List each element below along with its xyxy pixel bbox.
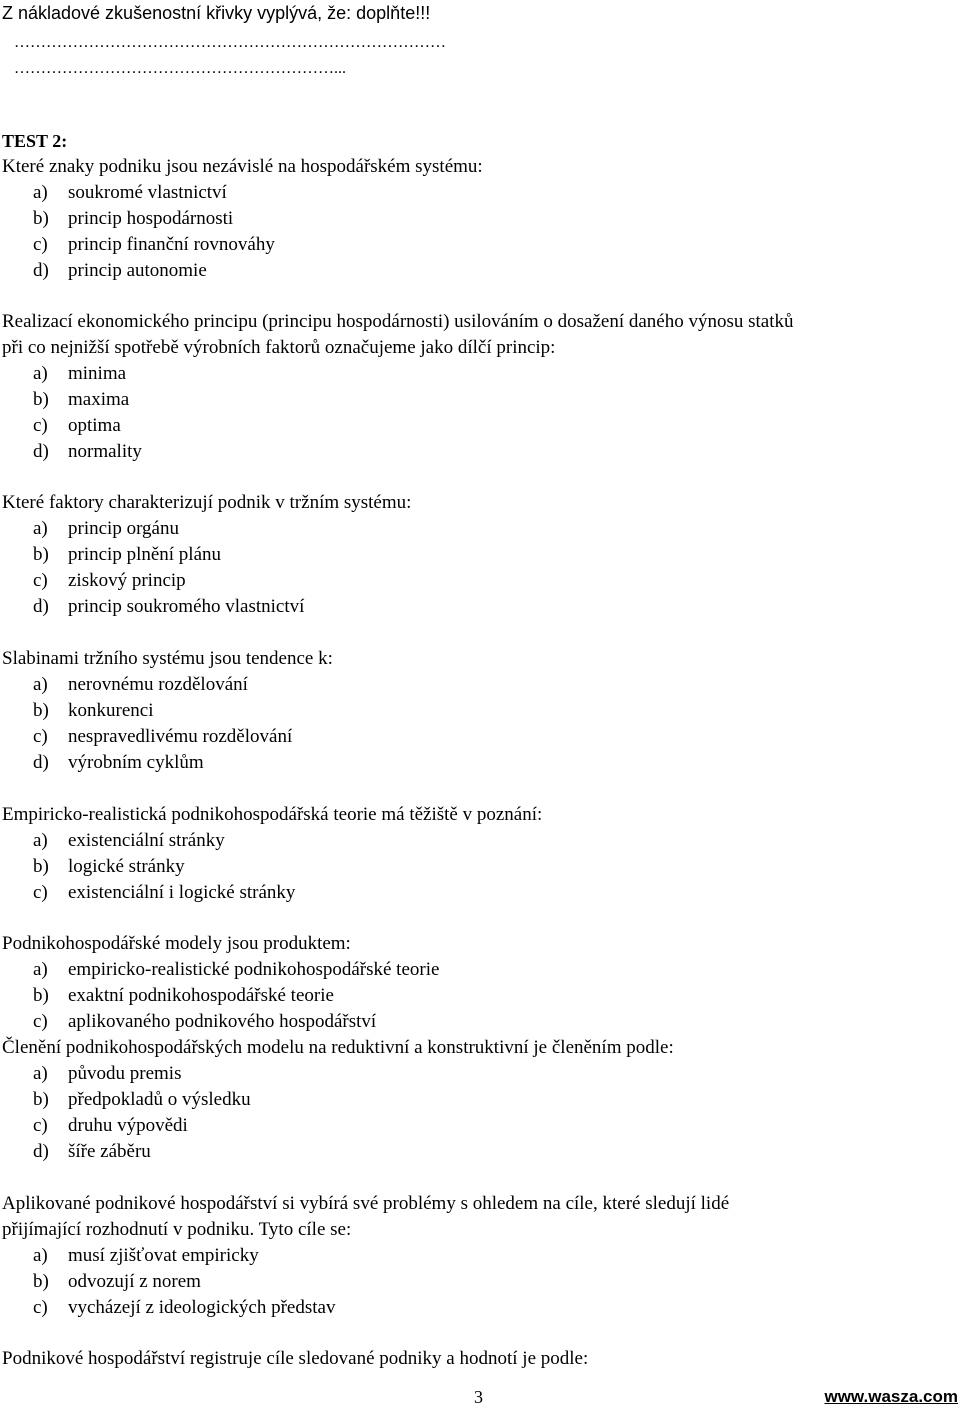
option-text: nerovnému rozdělování: [68, 674, 248, 695]
option-text: ziskový princip: [68, 570, 186, 591]
answer-option: [33, 700, 153, 722]
answer-option: [33, 1063, 181, 1085]
answer-option: [33, 830, 225, 852]
answer-option: [33, 570, 186, 592]
option-text: maxima: [68, 389, 130, 410]
question-text: Které faktory charakterizují podnik v tržním systému:: [2, 492, 412, 513]
option-text: předpokladů o výsledku: [68, 1089, 251, 1110]
option-letter: d): [33, 752, 49, 773]
option-text: logické stránky: [68, 856, 185, 877]
answer-option: [33, 1089, 251, 1111]
option-letter: a): [33, 830, 48, 851]
option-text: princip plnění plánu: [68, 544, 222, 565]
option-text: nespravedlivému rozdělování: [68, 726, 293, 747]
option-letter: b): [33, 389, 49, 410]
answer-option: [33, 208, 233, 230]
question-text: při co nejnižší spotřebě výrobních faktorů označujeme jako dílčí princip:: [2, 337, 556, 358]
option-letter: a): [33, 363, 48, 384]
option-letter: a): [33, 1245, 48, 1266]
question-text: přijímající rozhodnutí v podniku. Tyto cíle se:: [2, 1219, 352, 1240]
option-text: vycházejí z ideologických představ: [68, 1297, 336, 1318]
answer-option: [33, 985, 334, 1007]
answer-option: [33, 1245, 259, 1267]
answer-option: [33, 959, 439, 981]
answer-option: [33, 389, 129, 411]
answer-dots-line-1: ………………………………………………………………………: [14, 34, 446, 51]
answer-option: [33, 234, 275, 256]
option-letter: a): [33, 674, 48, 695]
option-letter: d): [33, 441, 49, 462]
option-text: aplikovaného podnikového hospodářství: [68, 1011, 377, 1032]
option-letter: a): [33, 1063, 48, 1084]
option-letter: c): [33, 1115, 48, 1136]
website-link[interactable]: www.wasza.com: [824, 1387, 958, 1406]
answer-option: [33, 1271, 201, 1293]
question-text: Podnikohospodářské modely jsou produktem:: [2, 933, 351, 954]
test-heading: TEST 2:: [2, 131, 68, 151]
answer-option: [33, 674, 248, 696]
page-number: 3: [474, 1387, 483, 1407]
option-letter: a): [33, 959, 48, 980]
option-letter: a): [33, 182, 48, 203]
option-text: konkurenci: [68, 700, 154, 721]
option-letter: b): [33, 208, 49, 229]
option-text: optima: [68, 415, 121, 436]
option-text: princip finanční rovnováhy: [68, 234, 275, 255]
answer-option: [33, 363, 126, 385]
option-text: empiricko-realistické podnikohospodářské teorie: [68, 959, 440, 980]
question-text: Podnikové hospodářství registruje cíle sledované podniky a hodnotí je podle:: [2, 1348, 589, 1369]
option-letter: b): [33, 700, 49, 721]
option-text: princip soukromého vlastnictví: [68, 596, 305, 617]
answer-option: [33, 1297, 335, 1319]
answer-option: [33, 544, 221, 566]
option-text: soukromé vlastnictví: [68, 182, 227, 203]
option-text: princip autonomie: [68, 260, 207, 281]
answer-option: [33, 441, 142, 463]
option-text: minima: [68, 363, 127, 384]
option-text: druhu výpovědi: [68, 1115, 188, 1136]
answer-option: [33, 596, 304, 618]
option-text: původu premis: [68, 1063, 182, 1084]
option-text: existenciální i logické stránky: [68, 882, 296, 903]
answer-option: [33, 415, 121, 437]
option-letter: d): [33, 260, 49, 281]
option-text: musí zjišťovat empiricky: [68, 1245, 259, 1266]
question-text: Které znaky podniku jsou nezávislé na hospodářském systému:: [2, 156, 483, 177]
question-text: Členění podnikohospodářských modelu na reduktivní a konstruktivní je členěním podle:: [2, 1037, 674, 1058]
answer-option: [33, 752, 204, 774]
option-letter: d): [33, 596, 49, 617]
answer-option: [33, 518, 179, 540]
option-text: princip orgánu: [68, 518, 179, 539]
answer-option: [33, 182, 227, 204]
option-letter: a): [33, 518, 48, 539]
option-letter: c): [33, 726, 48, 747]
answer-option: [33, 1141, 151, 1163]
answer-dots-line-2: ……………………………………………………...: [14, 60, 346, 77]
option-text: existenciální stránky: [68, 830, 225, 851]
question-text: Empiricko-realistická podnikohospodářská teorie má těžiště v poznání:: [2, 804, 543, 825]
option-text: odvozují z norem: [68, 1271, 201, 1292]
question-text: Realizací ekonomického principu (principu hospodárnosti) usilováním o dosažení daného výnosu statků: [2, 311, 794, 332]
option-text: exaktní podnikohospodářské teorie: [68, 985, 334, 1006]
option-text: princip hospodárnosti: [68, 208, 234, 229]
answer-option: [33, 856, 185, 878]
option-letter: c): [33, 1297, 48, 1318]
answer-option: [33, 1115, 188, 1137]
question-text: Aplikované podnikové hospodářství si vybírá své problémy s ohledem na cíle, které sledují lidé: [2, 1193, 730, 1214]
option-text: šíře záběru: [68, 1141, 151, 1162]
answer-option: [33, 726, 292, 748]
option-text: výrobním cyklům: [68, 752, 204, 773]
option-text: normality: [68, 441, 142, 462]
option-letter: b): [33, 856, 49, 877]
answer-option: [33, 260, 207, 282]
option-letter: b): [33, 544, 49, 565]
option-letter: b): [33, 985, 49, 1006]
option-letter: c): [33, 415, 48, 436]
option-letter: c): [33, 570, 48, 591]
option-letter: d): [33, 1141, 49, 1162]
option-letter: b): [33, 1271, 49, 1292]
option-letter: c): [33, 1011, 48, 1032]
answer-option: [33, 1011, 376, 1033]
option-letter: c): [33, 882, 48, 903]
answer-option: [33, 882, 295, 904]
option-letter: b): [33, 1089, 49, 1110]
intro-text: Z nákladové zkušenostní křivky vyplývá, že: doplňte!!!: [2, 3, 431, 23]
question-text: Slabinami tržního systému jsou tendence k:: [2, 648, 333, 669]
option-letter: c): [33, 234, 48, 255]
